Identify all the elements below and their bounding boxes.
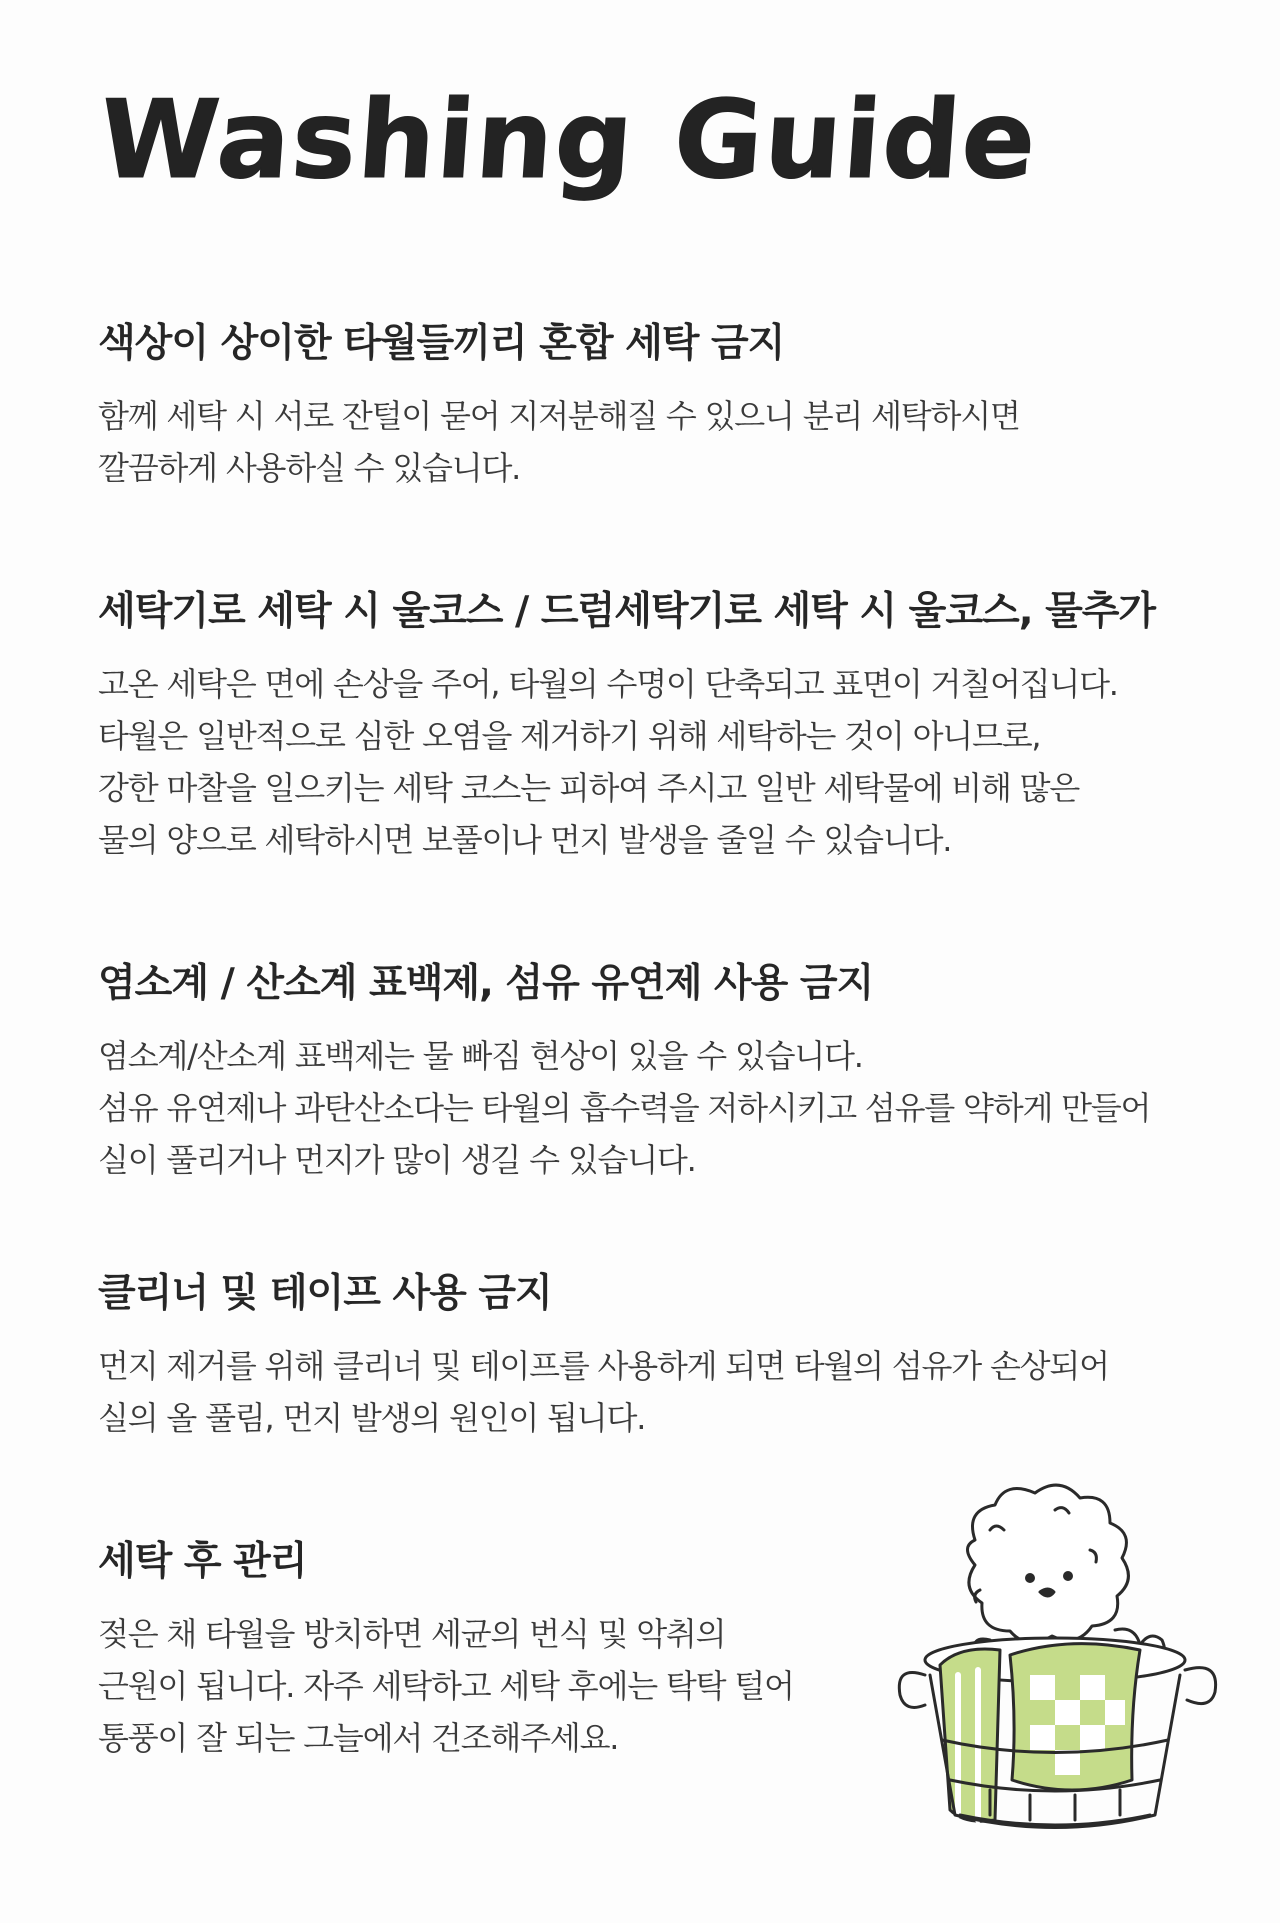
section-mixed-color-washing	[98, 318, 1218, 494]
page-title: Washing Guide	[95, 78, 1042, 203]
body-line: 고온 세탁은 면에 손상을 주어, 타월의 수명이 단축되고 표면이 거칠어집니다.	[98, 665, 1118, 703]
body-line: 섬유 유연제나 과탄산소다는 타월의 흡수력을 저하시키고 섬유를 약하게 만들어	[98, 1089, 1151, 1127]
body-line: 젖은 채 타월을 방치하면 세균의 번식 및 악취의	[98, 1615, 726, 1653]
section-heading: 염소계 / 산소계 표백제, 섬유 유연제 사용 금지	[98, 961, 874, 1006]
body-line: 통풍이 잘 되는 그늘에서 건조해주세요.	[98, 1719, 619, 1757]
body-line: 실이 풀리거나 먼지가 많이 생길 수 있습니다.	[98, 1141, 696, 1179]
body-line: 깔끔하게 사용하실 수 있습니다.	[98, 449, 521, 487]
body-line: 염소계/산소계 표백제는 물 빠짐 현상이 있을 수 있습니다.	[98, 1037, 863, 1075]
section-body	[98, 658, 1218, 866]
section-heading: 세탁 후 관리	[98, 1539, 307, 1584]
section-heading: 세탁기로 세탁 시 울코스 / 드럼세탁기로 세탁 시 울코스, 물추가	[98, 589, 1156, 634]
body-line: 함께 세탁 시 서로 잔털이 묻어 지저분해질 수 있으니 분리 세탁하시면	[98, 397, 1020, 435]
body-line: 강한 마찰을 일으키는 세탁 코스는 피하여 주시고 일반 세탁물에 비해 많은	[98, 769, 1080, 807]
puppy-in-laundry-basket-icon	[880, 1460, 1240, 1840]
section-wool-course	[98, 586, 1218, 866]
section-body	[98, 390, 1218, 494]
section-heading: 색상이 상이한 타월들끼리 혼합 세탁 금지	[98, 321, 785, 366]
section-body	[98, 1030, 1218, 1186]
section-bleach-softener	[98, 958, 1218, 1186]
body-line: 실의 올 풀림, 먼지 발생의 원인이 됩니다.	[98, 1399, 646, 1437]
body-line: 물의 양으로 세탁하시면 보풀이나 먼지 발생을 줄일 수 있습니다.	[98, 821, 952, 859]
section-heading: 클리너 및 테이프 사용 금지	[98, 1271, 552, 1316]
body-line: 근원이 됩니다. 자주 세탁하고 세탁 후에는 탁탁 털어	[98, 1667, 794, 1705]
section-body	[98, 1340, 1218, 1444]
section-cleaner-tape	[98, 1268, 1218, 1444]
body-line: 먼지 제거를 위해 클리너 및 테이프를 사용하게 되면 타월의 섬유가 손상되어	[98, 1347, 1109, 1385]
body-line: 타월은 일반적으로 심한 오염을 제거하기 위해 세탁하는 것이 아니므로,	[98, 717, 1041, 755]
